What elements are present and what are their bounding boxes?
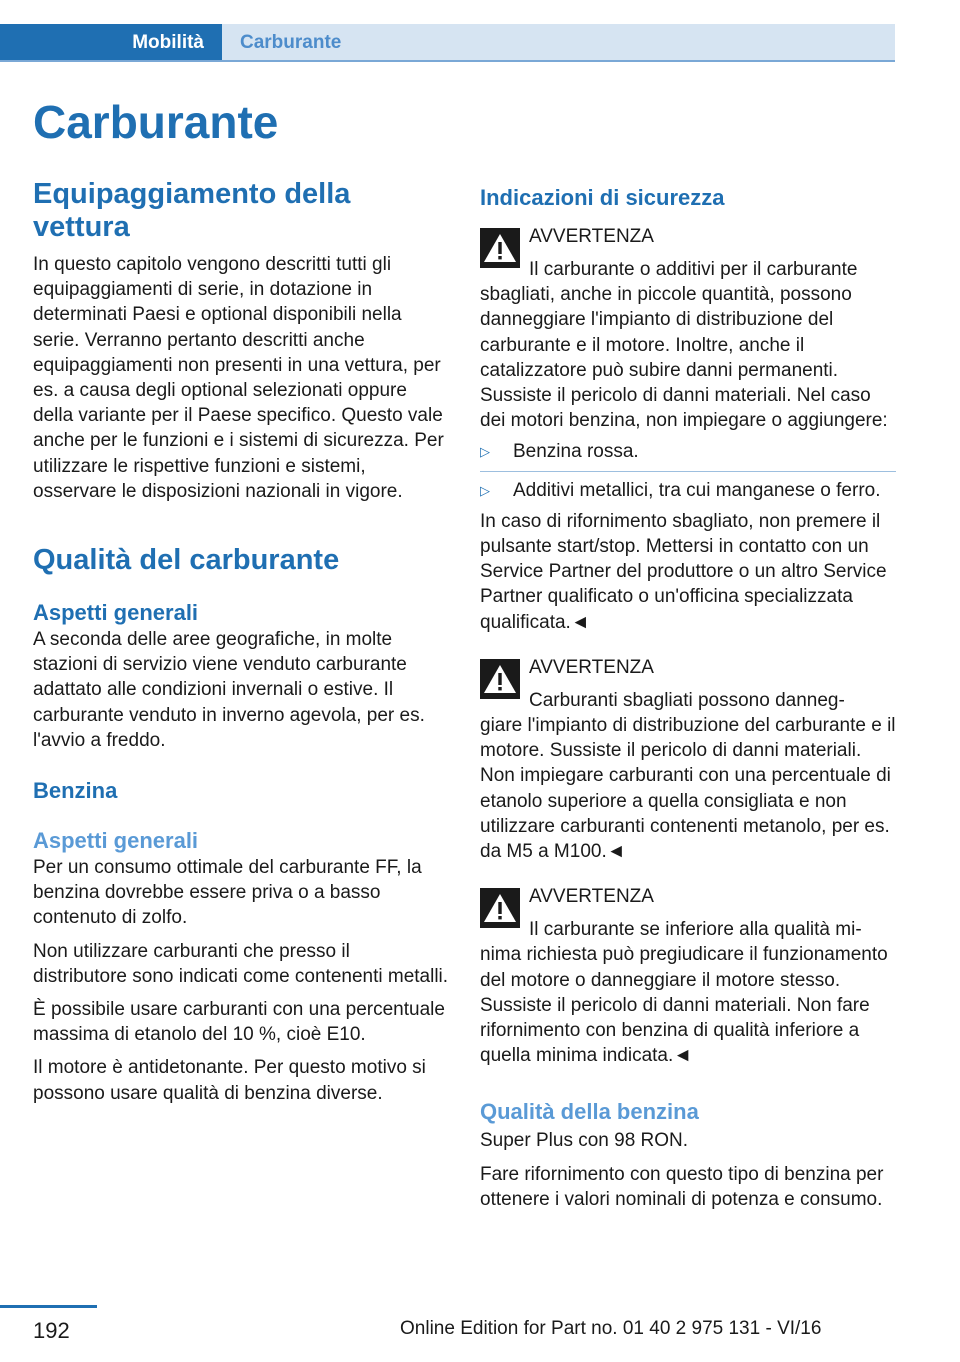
petrol-paragraph-3: È possibile usare carburanti con una percentuale massima di etanolo del 10 %, cioè E10.	[33, 999, 445, 1046]
warning-text-first-line: Carburanti sbagliati possono danneg-	[529, 689, 845, 711]
warning-triangle-icon	[480, 228, 520, 268]
subsection-title-petrol: Benzina	[33, 778, 118, 804]
triangle-bullet-icon: ▷	[480, 482, 490, 498]
list-item: ▷ Benzina rossa.	[480, 441, 639, 463]
petrol-paragraph-2: Non utilizzare carburanti che presso il distributore sono indicati come contenenti metalli.	[33, 940, 449, 987]
warning-heading: AVVERTENZA	[529, 886, 654, 908]
warning-text: giare l'impianto di distribuzione del carburante e il motore. Sussiste il pericolo di danni materiali. Non impiegare carburanti con una percentuale di etanolo superiore a quella consigliata e non utilizzare carburanti contenenti metanolo, per es. da M5 a M100.◄	[480, 715, 896, 863]
petrol-paragraph-1: Per un consumo ottimale del carburante FF, la benzina dovrebbe essere priva o a basso contenuto di zolfo.	[33, 857, 422, 929]
wrong-refuel-paragraph: In caso di rifornimento sbagliato, non premere il pulsante start/stop. Mettersi in contatto con un Service Partner del produttore o un altro Service Partner qualificato o un'officina specializzata qualificata.◄	[480, 510, 887, 633]
subsection-title-general: Aspetti generali	[33, 600, 199, 626]
list-divider	[480, 471, 896, 472]
general-paragraph: A seconda delle aree geografiche, in molte stazioni di servizio viene venduto carburante adattato alle condizioni invernali o estive. Il carburante venduto in inverno agevola, per es. l'avvio a freddo.	[33, 629, 425, 751]
footer-divider	[0, 1305, 97, 1308]
forbidden-additives-list	[480, 439, 896, 502]
triangle-bullet-icon: ▷	[480, 444, 490, 460]
petrol-paragraph-4: Il motore è antidetonante. Per questo motivo si possono usare qualità di benzina diverse.	[33, 1057, 426, 1104]
page-number: 192	[33, 1318, 70, 1343]
section-tab: Carburante	[222, 24, 895, 60]
petrol-quality-paragraph-1: Super Plus con 98 RON.	[480, 1130, 689, 1152]
edition-note: Online Edition for Part no. 01 40 2 975 131 - VI/16	[400, 1318, 822, 1339]
subsection-title-petrol-quality: Qualità della benzina	[480, 1099, 699, 1125]
list-item: ▷ Additivi metallici, tra cui manganese o ferro.	[480, 479, 881, 501]
warning-block-3	[480, 884, 896, 1068]
subsection-title-safety: Indicazioni di sicurezza	[480, 185, 725, 210]
chapter-tab: Mobilità	[0, 24, 222, 60]
equipment-paragraph: In questo capitolo vengono descritti tutti gli equipaggiamenti di serie, in dotazione in determinati Paesi e optional disponibili nella serie. Verranno pertanto descritti anche equipaggiamenti non presenti in una vettura, per es. a causa degli optional selezionati oppure della variante per il Paese specifico. Questo vale anche per le funzioni e i sistemi di sicurezza. Per utilizzare le rispettive funzioni e sistemi, osservare le disposizioni nazionali in vigore.	[33, 254, 444, 502]
warning-text: nima richiesta può pregiudicare il funzionamento del motore o danneggiare il motore stesso. Sussiste il pericolo di danni materiali. Non fare rifornimento con benzina di qualità inferiore a quella minima indicata.◄	[480, 944, 888, 1067]
right-column	[480, 184, 896, 1212]
section-title-equipment: Equipaggiamento della vettura	[33, 178, 351, 243]
warning-block-1	[480, 224, 896, 433]
warning-triangle-icon	[480, 888, 520, 928]
section-title-fuel-quality: Qualità del carburante	[33, 544, 340, 577]
warning-text: sbagliati, anche in piccole quantità, possono danneggiare l'impianto di distribuzione del carburante e il motore. Inoltre, anche il catalizzatore può subire danni permanenti. Sussiste il pericolo di danni materiali. Nel caso dei motori benzina, non impiegare o aggiungere:	[480, 284, 888, 432]
subsection-title-petrol-general: Aspetti generali	[33, 828, 199, 854]
page-title: Carburante	[33, 96, 279, 148]
warning-block-2	[480, 655, 896, 864]
page-header	[0, 24, 895, 62]
header-divider	[0, 60, 895, 62]
warning-heading: AVVERTENZA	[529, 226, 654, 247]
warning-triangle-icon	[480, 659, 520, 699]
warning-text-first-line: Il carburante se inferiore alla qualità mi-	[529, 919, 862, 941]
warning-text-first-line: Il carburante o additivi per il carburante	[529, 259, 858, 280]
warning-heading: AVVERTENZA	[529, 656, 654, 678]
petrol-quality-paragraph-2: Fare rifornimento con questo tipo di benzina per ottenere i valori nominali di potenza e consumo.	[480, 1163, 884, 1210]
left-column	[33, 178, 449, 1106]
